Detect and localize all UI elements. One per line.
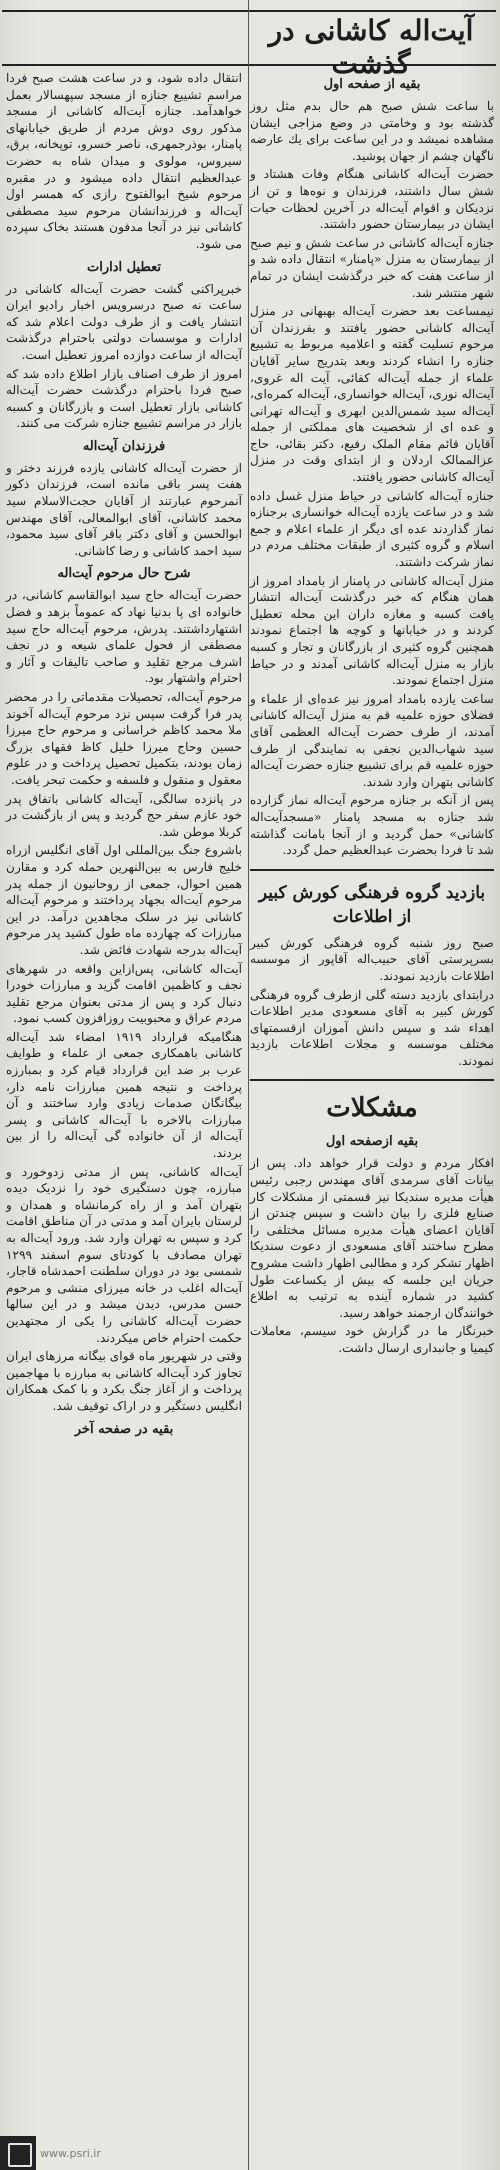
paragraph: وقتی در شهریور ماه قوای بیگانه مرزهای ایران تجاوز کرد آیت‌اله کاشانی به مبارزه با مهاجمین پرداخت و از آغاز جنگ بکرد و با کمک همکاران انگلیس دستگیر و در اراک توقیف شد. (6, 1349, 242, 1413)
paragraph: در پانزده سالگی، آیت‌اله کاشانی باتفاق پدر خود عازم سفر حج گردید و پس از بازگشت در کربلا موطن شد. (6, 791, 242, 839)
left-column-body (6, 70, 242, 253)
paragraph: از حضرت آیت‌اله کاشانی یازده فرزند دختر و هفت پسر باقی مانده است، فرزندان ذکور آنمرحوم عبارتند از آقایان حجت‌الاسلام سید محمد کاشانی، آقای ابوالمعالی، آقای مهندس ابوالحسن و آقای دکتر باقر آقای سید محمود، سید احمد کاشانی و رضا کاشانی. (6, 460, 242, 558)
children-body (6, 460, 242, 560)
paragraph: انتقال داده شود، و در ساعت هشت صبح فردا مراسم تشییع جنازه از مسجد سپهسالار بعمل خواهدآمد. جنازه آیت‌اله کاشانی از مسجد مذکور روی دوش مردم از طریق خیابانهای پامنار، بوذرجمهری، ناصر خسرو، توپخانه، برق، سیروس، مولوی و میدان شاه به حضرت عبدالعظیم انتقال داده میشود و در مقبره مرحوم شیخ ابوالفتوح رازی که همسر اول آیت‌اله و فرزندانشان مرحوم سید مصطفی کاشانی نیز در آنجا مدفون هستند بخاک سپرده می شود. (6, 71, 242, 251)
paragraph: نیمساعت بعد حضرت آیت‌اله بهبهانی در منزل آیت‌اله کاشانی حضور یافتند و بفرزندان آن مرحوم تسلیت گفته و اعلامیه مربوط به تشییع جنازه را انشاء کردند وبعد بتدریج سایر آقایان علماء از جمله آیت‌اله کفائی، آیت اله غروی، آیت‌اله نوری، آیت‌اله خوانساری، آیت‌اله کمره‌ای، آیت‌اله سید شمس‌الدین ابهری و آیت‌اله تهرانی و عده ای از شخصیت های مملکتی از جمله آقایان قائم مقام الملک رفیع، دکتر بقائی، حاج عزالممالک اردلان و از ابتدای وقت در منزل آیت‌اله کاشانی حضور یافتند. (250, 304, 494, 485)
biography-body (6, 587, 242, 1414)
column-divider (248, 0, 249, 2170)
paragraph: امروز از طرف اصناف بازار اطلاع داده شد که صبح فردا باحترام درگذشت حضرت آیت‌اله کاشانی بازار تعطیل است و بازرگانان و کسبه بازار در مراسم تشییع جنازه شرکت می کنند. (6, 366, 242, 431)
paragraph: حضرت آیت‌اله حاج سید ابوالقاسم کاشانی، در خانواده ای پا بدنیا نهاد که عموماً بزهد و فضل اشتهارداشتند. پدرش، مرحوم آیت‌اله حاج سید مصطفی از فحول علمای شیعه و در نجف اشرف مرجع تقلید و صاحب تالیفات و آثار و احترام واشتهار بود. (6, 588, 242, 686)
second-article-body (250, 1155, 494, 1356)
paragraph: افکار مردم و دولت قرار خواهد داد. پس از بیانات آقای سرمدی آقای مهندس رجبی رئیس هیأت مدیره سندیکا نیز قسمتی از مشکلات کار صنایع فلزی را بیان داشت و سپس چندتن از آقایان اعضای هیأت مدیره مسائل مختلفی را مطرح ساختند آقای مسعودی از دعوت سندیکا اظهار تشکر کرد و مطالبی اظهار داشت مشروح جریان این جلسه که بیش از یکساعت طول کشید در شماره آینده به ترتیب به اطلاع خوانندگان ارجمند خواهد رسید. (250, 1156, 494, 1320)
box-body (250, 935, 494, 1070)
second-headline: مشکلات (326, 1093, 418, 1124)
continued-footer: بقیه در صفحه آخر (74, 1421, 174, 1437)
paragraph: هنگامیکه قرارداد ۱۹۱۹ امضاء شد آیت‌اله کاشانی باهمکاری جمعی از علماء و طوایف عرب بر ضد این قرارداد قیام کرد و بمبارزه پرداخت و نتیجه همین مبارزات نامه دار، بیگانگان صدمات زیادی وارد ساختند و آن مبارزات بالاخره با آیت‌اله کاشانی و پسر آیت‌اله از آن خانواده گی آیت‌اله را از بین بردند. (6, 1029, 242, 1161)
page-headline: آیت‌اله کاشانی در گذشت (268, 14, 474, 80)
right-column-body (250, 98, 494, 859)
offices-body (6, 281, 242, 432)
paragraph: درابتدای بازدید دسته گلی ازطرف گروه فرهنگی کورش کبیر به آقای مسعودی مدیر اطلاعات اهداء شد و سپس دانش آموزان ازقسمتهای مختلف موسسه و مجلات اطلاعات بازدید نمودند. (250, 987, 494, 1068)
subheading-children: فرزندان آیت‌اله (82, 438, 166, 454)
watermark: www.psri.ir (40, 2147, 101, 2160)
paragraph: خبرنگار ما در گزارش خود سیسم، معاملات کیمیا و جانبداری ارسال داشت. (250, 1324, 494, 1355)
paragraph: مرحوم آیت‌اله، تحصیلات مقدماتی را در محضر پدر فرا گرفت سپس نزد مرحوم آیت‌اله آخوند ملا محمد کاظم خراسانی و مرحوم حاج میرزا حسین وحاج میرزا خلیل کاظ فقهای بزرگ زمان بودند، بتکمیل تحصیل پرداخت و در علوم معقول و منقول و فلسفه و حکمت تبحر یافت. (6, 690, 242, 787)
archive-logo-icon (0, 2136, 36, 2170)
paragraph: با ساعت شش صبح هم حال بدم مثل روز گذشته بود و وخامتی در وضع مزاجی ایشان مشاهده نمیشد و در این ساعت برای یك عارضه ناگهان چشم از جهان پوشید. (250, 99, 494, 163)
box-rule-bottom (250, 1079, 494, 1081)
paragraph: ساعت یازده بامداد امروز نیز عده‌ای از علماء و فضلای حوزه علمیه قم به منزل آیت‌اله کاشانی آمدند، از طرف حضرت آیت‌اله العظمی آقای سید شهاب‌الدین نجفی به نمایندگی از طرف حوزه علمیه قم برای تشییع جنازه حضرت آیت‌اله کاشانی بتهران وارد شدند. (250, 691, 494, 789)
paragraph: پس از آنکه بر جنازه مرحوم آیت‌اله نماز گزارده شد جنازه به مسجد پامنار «مسجدآیت‌اله کاشانی» حمل گردید و از آنجا بامانت گذاشته شد تا فردا بحضرت عبدالعظیم حمل گردد. (250, 793, 494, 858)
second-continued-label: بقیه ازصفحه اول (325, 1134, 419, 1150)
paragraph: جنازه آیت‌اله کاشانی در ساعت شش و نیم صبح از بیمارستان به منزل «پامنار» انتقال داده شد و از ساعت هفت که خبر درگذشت ایشان در تمام شهر منتشر شد. (250, 235, 494, 300)
continued-label: بقیه از صفحه اول (323, 77, 421, 92)
paragraph: صبح روز شنبه گروه فرهنگی کورش کبیر بسرپرستی آقای حبیب‌اله آقاپور از موسسه اطلاعات بازدید نمودند. (250, 935, 494, 983)
paragraph: آیت‌اله کاشانی، پس‌ازاین واقعه در شهرهای نجف و کاظمین اقامت گزید و مبارزات خودرا دنبال کرد و پس از مدتی بعنوان مرجع تقلید مردم عراق و محبوبیت روزافزون کسب نمود. (6, 961, 242, 1026)
paragraph: خبرپراکنی گشت حضرت آیت‌اله کاشانی در ساعت نه صبح درسرویس اخبار رادیو ایران انتشار یافت و از طرف دولت اعلام شد که ادارات و موسسات دولتی باحترام درگذشت آیت‌اله از ساعت دوازده امروز تعطیل است. (6, 281, 242, 362)
paragraph: حضرت آیت‌اله کاشانی هنگام وفات هشتاد و شش سال داشتند، فرزندان و نوه‌ها و تن از نزدیکان و اقوام آیت‌اله در آخرین لحظات حیات ایشان در بیمارستان حضور داشتند. (250, 167, 494, 232)
subheading-biography: شرح حال مرحوم آیت‌اله (57, 566, 191, 582)
right-column (250, 70, 494, 1359)
left-column (6, 70, 242, 1443)
paragraph: جنازه آیت‌اله کاشانی در حیاط منزل غسل داده شد و در ساعت یازده آیت‌اله خوانساری برجنازه نماز گذاردند عده ای دیگر از علماء اعلام و جمع اسلام و گروه کثیری از طبقات مختلف مردم در نماز شرکت داشتند. (250, 488, 494, 570)
subheading-offices: تعطیل ادارات (87, 259, 161, 275)
paragraph: منزل آیت‌اله کاشانی در پامنار از بامداد امروز از همان هنگام که خبر درگذشت آیت‌اله انتشار یافت کسبه و مغازه داران این محله تعطیل کردند و در خیابانها و کوچه ها اجتماع نمودند همچنین گروه کثیری از بازرگانان و تجار و کسبه بازار به منزل آیت‌اله کاشانی آمدند و در حیاط منزل اجتماع نمودند. (250, 573, 494, 688)
box-rule-top (250, 869, 494, 871)
paragraph: باشروع جنگ بین‌المللی اول آقای انگلیس ازراه خلیج فارس به بین‌النهرین حمله کرد و مقارن همین احوال، جمعی از روحانیون از جمله پدر مرحوم آیت‌اله بجهاد پرداختند و مرحوم آیت‌اله کاشانی نیز در سلک مجاهدین درآمد. در این مبارزات که چهارده ماه طول کشید پدر مرحوم آیت‌اله بدرجه شهادت فائض شد. (6, 843, 242, 957)
paragraph: آیت‌اله کاشانی، پس از مدتی زدوخورد و مبارزه، چون دستگیری خود را نزدیک دیده بتهران آمد و از راه کرمانشاه و همدان و لرستان بایران آمد و مدتی در آن مناطق اقامت کرد و سپس به تهران وارد شد. ورود آیت‌اله به تهران مصادف با کودتای سوم اسفند ۱۲۹۹ شمسی بود در دوران سلطنت احمدشاه قاجار، آیت‌اله اغلب در خانه میرزای منشی و مرحوم حسن مدرس، دیدن میشد و در این سالها حضرت آیت‌اله کاشانی را یکی از مجتهدین حکمت احترام خاص میکردند. (6, 1164, 242, 1345)
box-title: بازدید گروه فرهنگی کورش کبیر از اطلاعات (258, 882, 486, 927)
